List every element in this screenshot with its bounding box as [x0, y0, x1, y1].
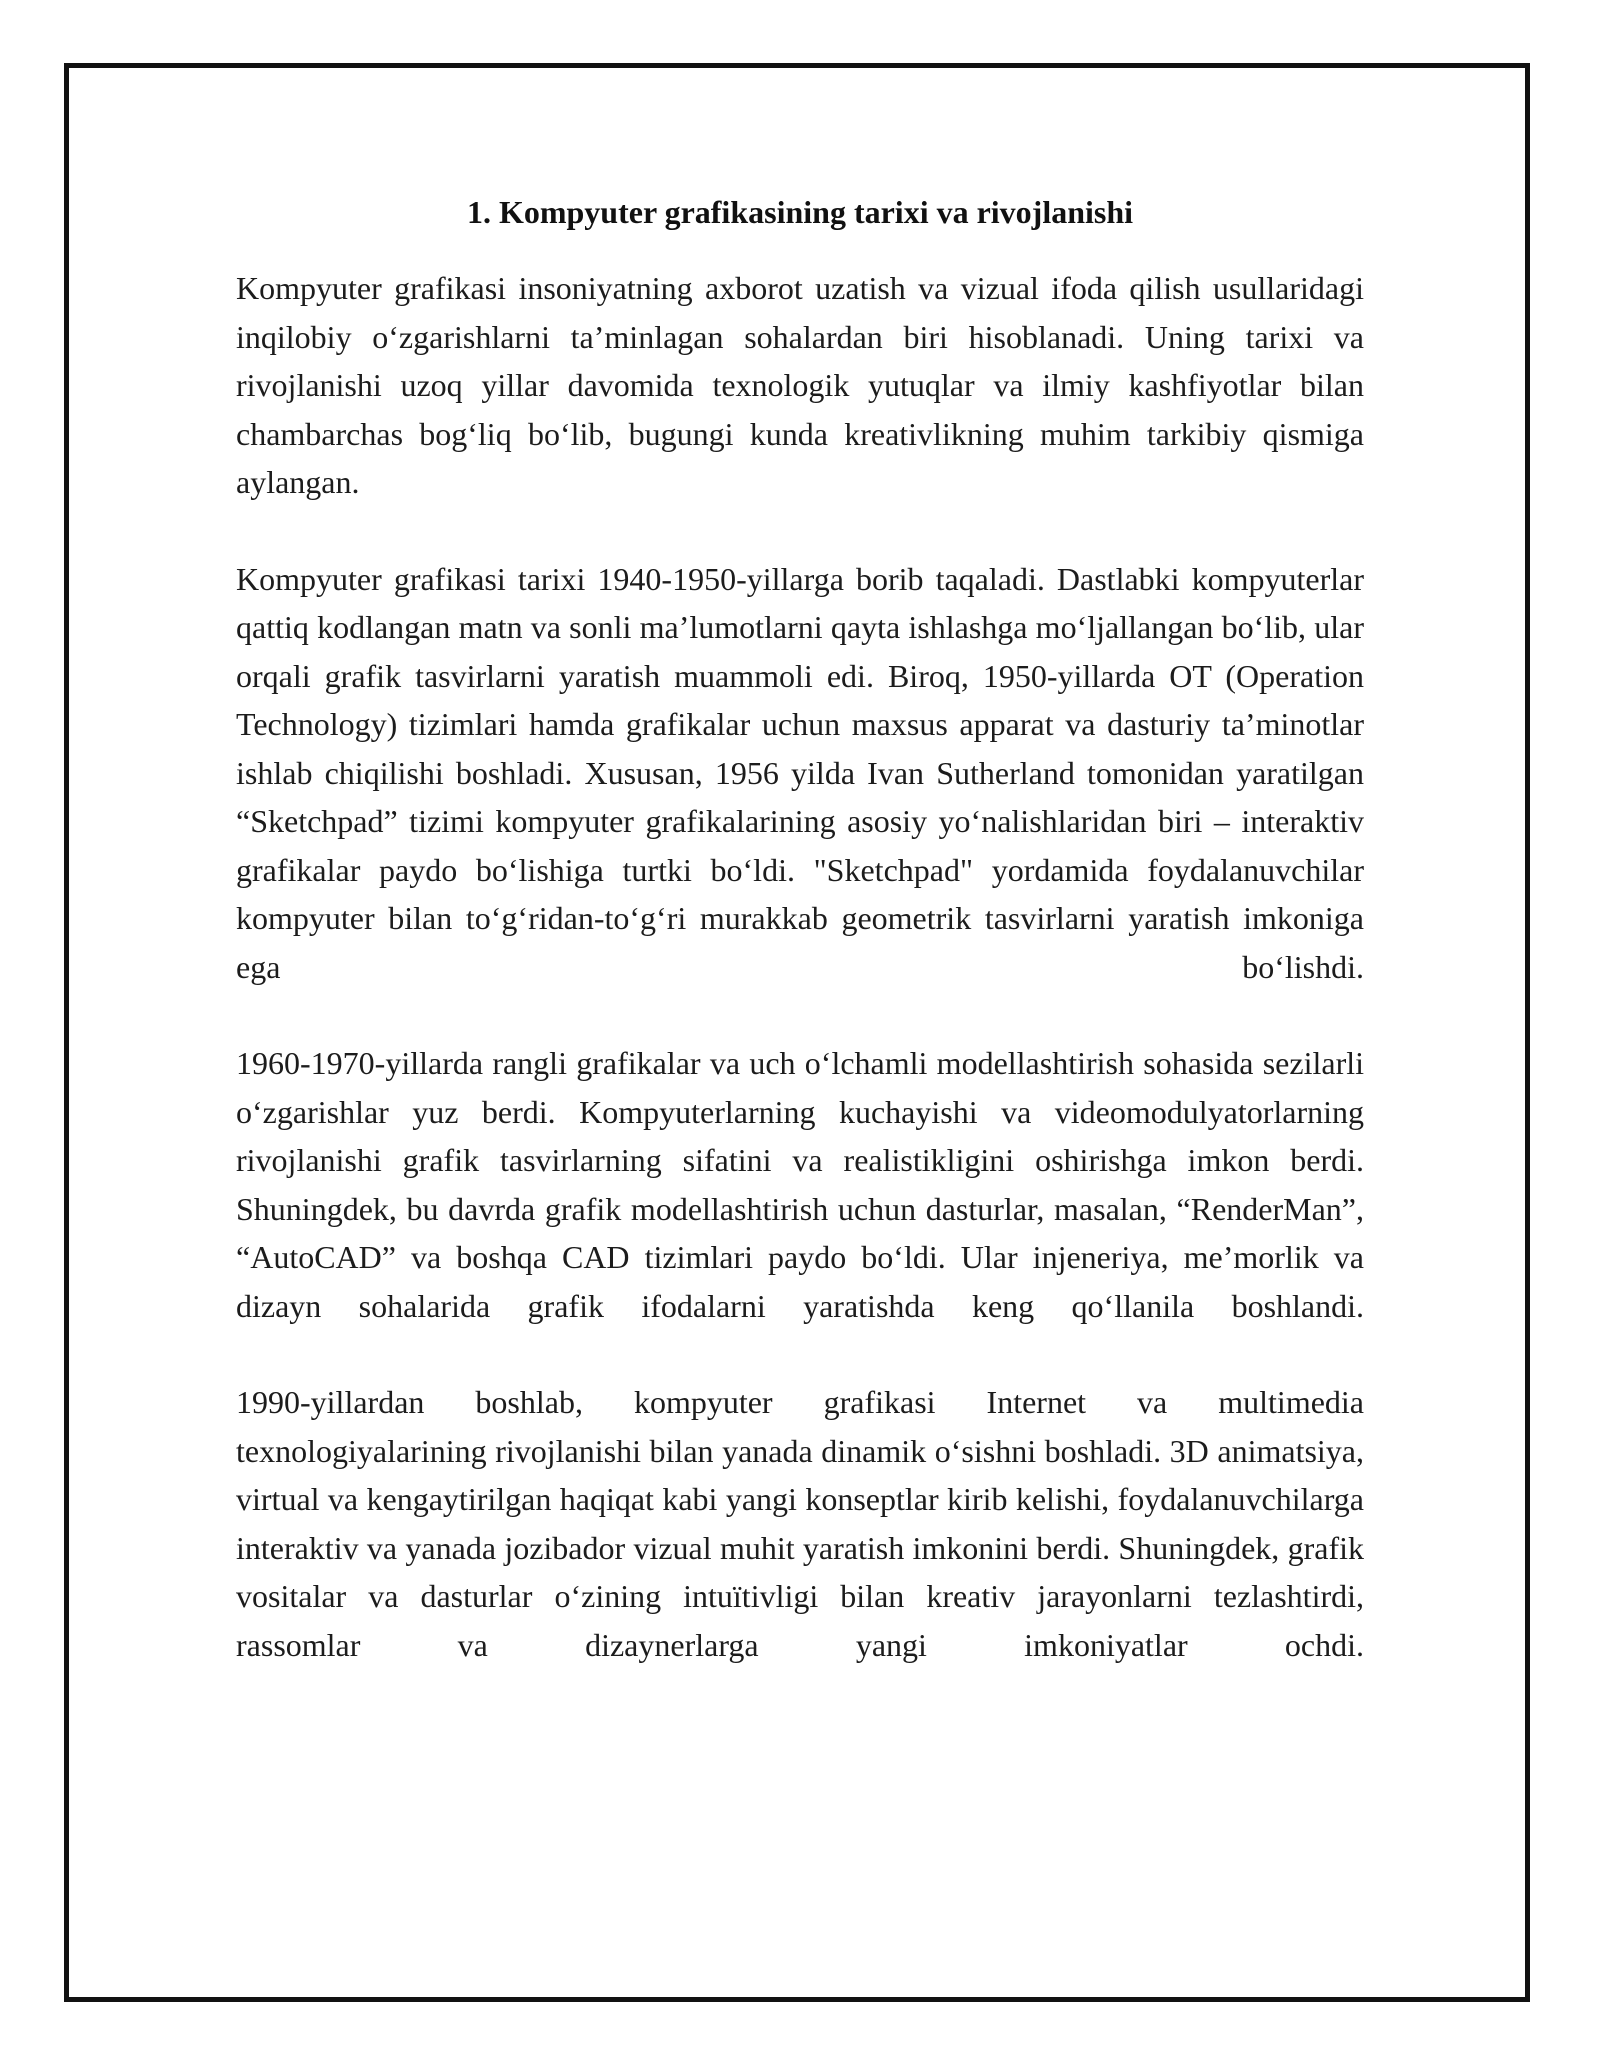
paragraph-early-history: Kompyuter grafikasi tarixi 1940-1950-yillarga borib taqaladi. Dastlabki kompyuterlar qattiq kodlangan matn va sonli ma’lumotlarni qayta ishlashga mo‘ljallangan bo‘lib, ular orqali grafik tasvirlarni yaratish muammoli edi. Biroq, 1950-yillarda OT (Operation Technology) tizimlari hamda grafikalar uchun maxsus apparat va dasturiy ta’minotlar ishlab chiqilishi boshladi. Xususan, 1956 yilda Ivan Sutherland tomonidan yaratilgan “Sketchpad” tizimi kompyuter grafikalarining asosiy yo‘nalishlaridan biri – interaktiv grafikalar paydo bo‘lishiga turtki bo‘ldi. "Sketchpad" yordamida foydalanuvchilar kompyuter bilan to‘g‘ridan-to‘g‘ri murakkab geometrik tasvirlarni yaratish imkoniga ega bo‘lishdi.	[236, 560, 1364, 985]
paragraph-1990s: 1990-yillardan boshlab, kompyuter grafikasi Internet va multimedia texnologiyalarining rivojlanishi bilan yanada dinamik o‘sishni boshladi. 3D animatsiya, virtual va kengaytirilgan haqiqat kabi yangi konseptlar kirib kelishi, foydalanuvchilarga interaktiv va yanada jozibador vizual muhit yaratish imkonini berdi. Shuningdek, grafik vositalar va dasturlar o‘zining intuïtivligi bilan kreativ jarayonlarni tezlashtirdi, rassomlar va dizaynerlarga yangi imkoniyatlar ochdi.	[236, 1384, 1364, 1663]
document-body	[236, 188, 1364, 1717]
section-title: 1. Kompyuter grafikasining tarixi va rivojlanishi	[466, 194, 1134, 230]
paragraph-1960s-1970s: 1960-1970-yillarda rangli grafikalar va uch o‘lchamli modellashtirish sohasida sezilarli o‘zgarishlar yuz berdi. Kompyuterlarning kuchayishi va videomodulyatorlarning rivojlanishi grafik tasvirlarning sifatini va realistikligini oshirishga imkon berdi. Shuningdek, bu davrda grafik modellashtirish uchun dasturlar, masalan, “RenderMan”, “AutoCAD” va boshqa CAD tizimlari paydo bo‘ldi. Ular injeneriya, me’morlik va dizayn sohalarida grafik ifodalarni yaratishda keng qo‘llanila boshlandi.	[236, 1045, 1364, 1324]
paragraph-intro: Kompyuter grafikasi insoniyatning axborot uzatish va vizual ifoda qilish usullaridagi inqilobiy o‘zgarishlarni ta’minlagan sohalardan biri hisoblanadi. Uning tarixi va rivojlanishi uzoq yillar davomida texnologik yutuqlar va ilmiy kashfiyotlar bilan chambarchas bog‘liq bo‘lib, bugungi kunda kreativlikning muhim tarkibiy qismiga aylangan.	[236, 270, 1364, 500]
